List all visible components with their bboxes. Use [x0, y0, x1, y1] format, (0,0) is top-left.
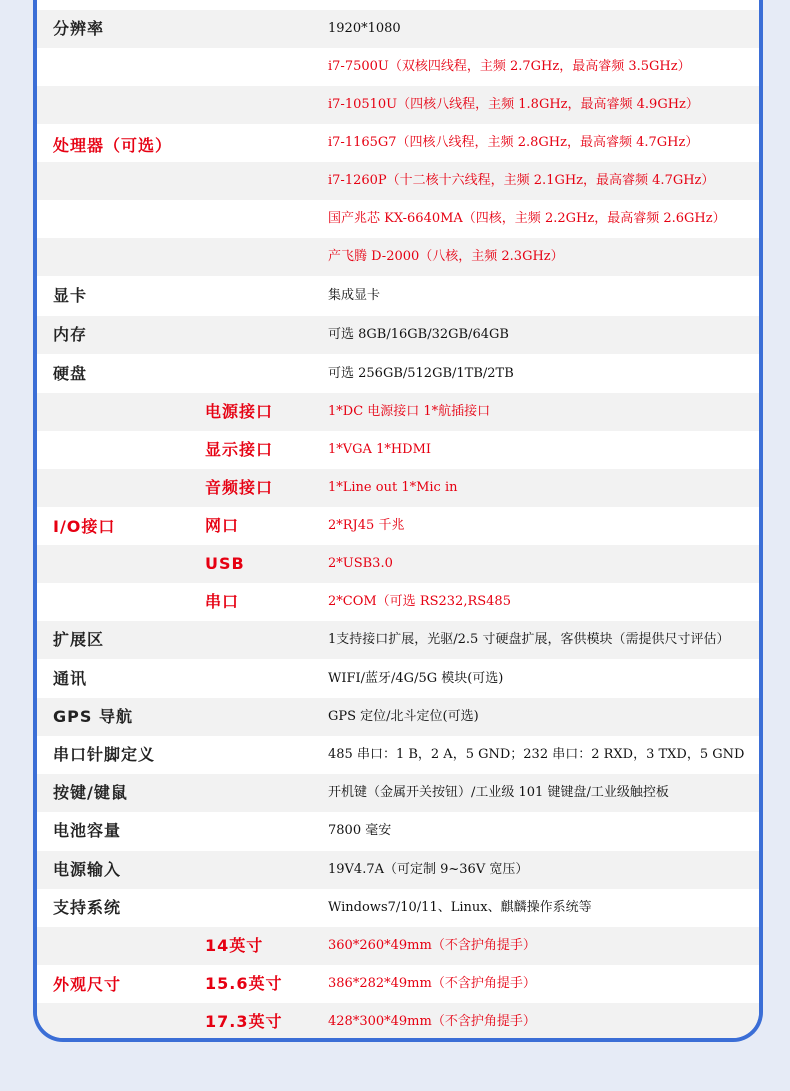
spec-row-io-power — [37, 393, 759, 431]
spec-row-processor-4 — [37, 162, 759, 200]
spec-label: 电池容量 — [53, 821, 122, 840]
spec-value: 1支持接口扩展，光驱/2.5 寸硬盘扩展，客供模块（需提供尺寸评估） — [328, 632, 730, 647]
spec-label: 硬盘 — [53, 364, 88, 383]
spec-row-keyboard — [37, 774, 759, 812]
spec-value: 360*260*49mm（不含护角提手） — [328, 938, 536, 953]
spec-table-card — [33, 0, 763, 1042]
spec-row-io-usb — [37, 545, 759, 583]
spec-row-comm — [37, 660, 759, 698]
io-group-label: I/O接口 — [53, 517, 116, 536]
spec-value: i7-1260P（十二核十六线程，主频 2.1GHz，最高睿频 4.7GHz） — [328, 173, 715, 188]
spec-row-os — [37, 889, 759, 927]
spec-label: 电源输入 — [53, 860, 122, 879]
spec-row-io-serial — [37, 583, 759, 621]
io-sublabel: 电源接口 — [205, 402, 274, 421]
spec-label: 串口针脚定义 — [53, 745, 156, 764]
spec-value: 集成显卡 — [328, 288, 381, 303]
spec-label: 扩展区 — [53, 630, 105, 649]
spec-value: GPS 定位/北斗定位(可选) — [328, 709, 479, 724]
spec-row-processor-5 — [37, 200, 759, 238]
spec-row-io-display — [37, 431, 759, 469]
spec-value: Windows7/10/11、Linux、麒麟操作系统等 — [328, 900, 592, 915]
spec-value: 19V4.7A（可定制 9~36V 宽压） — [328, 862, 529, 877]
spec-value: 可选 8GB/16GB/32GB/64GB — [328, 327, 509, 342]
spec-row-processor-2 — [37, 86, 759, 124]
spec-row-resolution — [37, 10, 759, 48]
spec-value: 2*USB3.0 — [328, 556, 393, 571]
spec-value: 2*COM（可选 RS232,RS485 — [328, 594, 511, 609]
spec-value: WIFI/蓝牙/4G/5G 模块(可选) — [328, 671, 504, 686]
spec-row-processor-6 — [37, 238, 759, 276]
spec-row-dim-15 — [37, 965, 759, 1003]
io-sublabel: 音频接口 — [205, 478, 274, 497]
spec-row-graphics — [37, 277, 759, 315]
spec-label: 按键/键鼠 — [53, 783, 128, 802]
spec-label: 支持系统 — [53, 898, 122, 917]
spec-row-storage — [37, 355, 759, 393]
spec-label: 显卡 — [53, 286, 88, 305]
spec-row-processor-1 — [37, 48, 759, 86]
dimension-sublabel: 15.6英寸 — [205, 974, 283, 993]
spec-value: 1920*1080 — [328, 21, 401, 36]
dimension-sublabel: 17.3英寸 — [205, 1012, 283, 1031]
spec-value: 7800 毫安 — [328, 823, 392, 838]
spec-row-dim-14 — [37, 927, 759, 965]
spec-row-gps — [37, 698, 759, 736]
spec-value: 国产兆芯 KX-6640MA（四核，主频 2.2GHz，最高睿频 2.6GHz） — [328, 211, 726, 226]
processor-group-label: 处理器（可选） — [53, 136, 173, 155]
spec-label: 内存 — [53, 325, 88, 344]
spec-label: 通讯 — [53, 669, 88, 688]
spec-value: 开机键（金属开关按钮）/工业级 101 键键盘/工业级触控板 — [328, 785, 669, 800]
spec-value: i7-7500U（双核四线程，主频 2.7GHz，最高睿频 3.5GHz） — [328, 59, 691, 74]
spec-row-dim-17 — [37, 1003, 759, 1041]
spec-row-power-input — [37, 851, 759, 889]
io-sublabel: USB — [205, 554, 245, 573]
spec-row-memory — [37, 316, 759, 354]
dimension-sublabel: 14英寸 — [205, 936, 264, 955]
spec-row-battery — [37, 812, 759, 850]
spec-row-io-lan — [37, 507, 759, 545]
io-sublabel: 串口 — [205, 592, 240, 611]
spec-row-expansion — [37, 621, 759, 659]
spec-label: GPS 导航 — [53, 707, 133, 726]
spec-value: 2*RJ45 千兆 — [328, 518, 405, 533]
spec-value: i7-10510U（四核八线程，主频 1.8GHz，最高睿频 4.9GHz） — [328, 97, 699, 112]
spec-value: i7-1165G7（四核八线程，主频 2.8GHz，最高睿频 4.7GHz） — [328, 135, 699, 150]
spec-value: 可选 256GB/512GB/1TB/2TB — [328, 366, 514, 381]
spec-value: 1*DC 电源接口 1*航插接口 — [328, 404, 491, 419]
dimensions-group-label: 外观尺寸 — [53, 975, 122, 994]
spec-value: 428*300*49mm（不含护角提手） — [328, 1014, 536, 1029]
spec-value: 1*VGA 1*HDMI — [328, 442, 432, 457]
spec-row-serial-pins — [37, 736, 759, 774]
io-sublabel: 显示接口 — [205, 440, 274, 459]
spec-label: 分辨率 — [53, 19, 105, 38]
spec-row-io-audio — [37, 469, 759, 507]
spec-value: 485 串口：1 B，2 A，5 GND；232 串口：2 RXD，3 TXD，5 GND — [328, 747, 745, 762]
spec-value: 产飞腾 D-2000（八核，主频 2.3GHz） — [328, 249, 564, 264]
io-sublabel: 网口 — [205, 516, 240, 535]
spec-value: 1*Line out 1*Mic in — [328, 480, 458, 495]
spec-value: 386*282*49mm（不含护角提手） — [328, 976, 536, 991]
